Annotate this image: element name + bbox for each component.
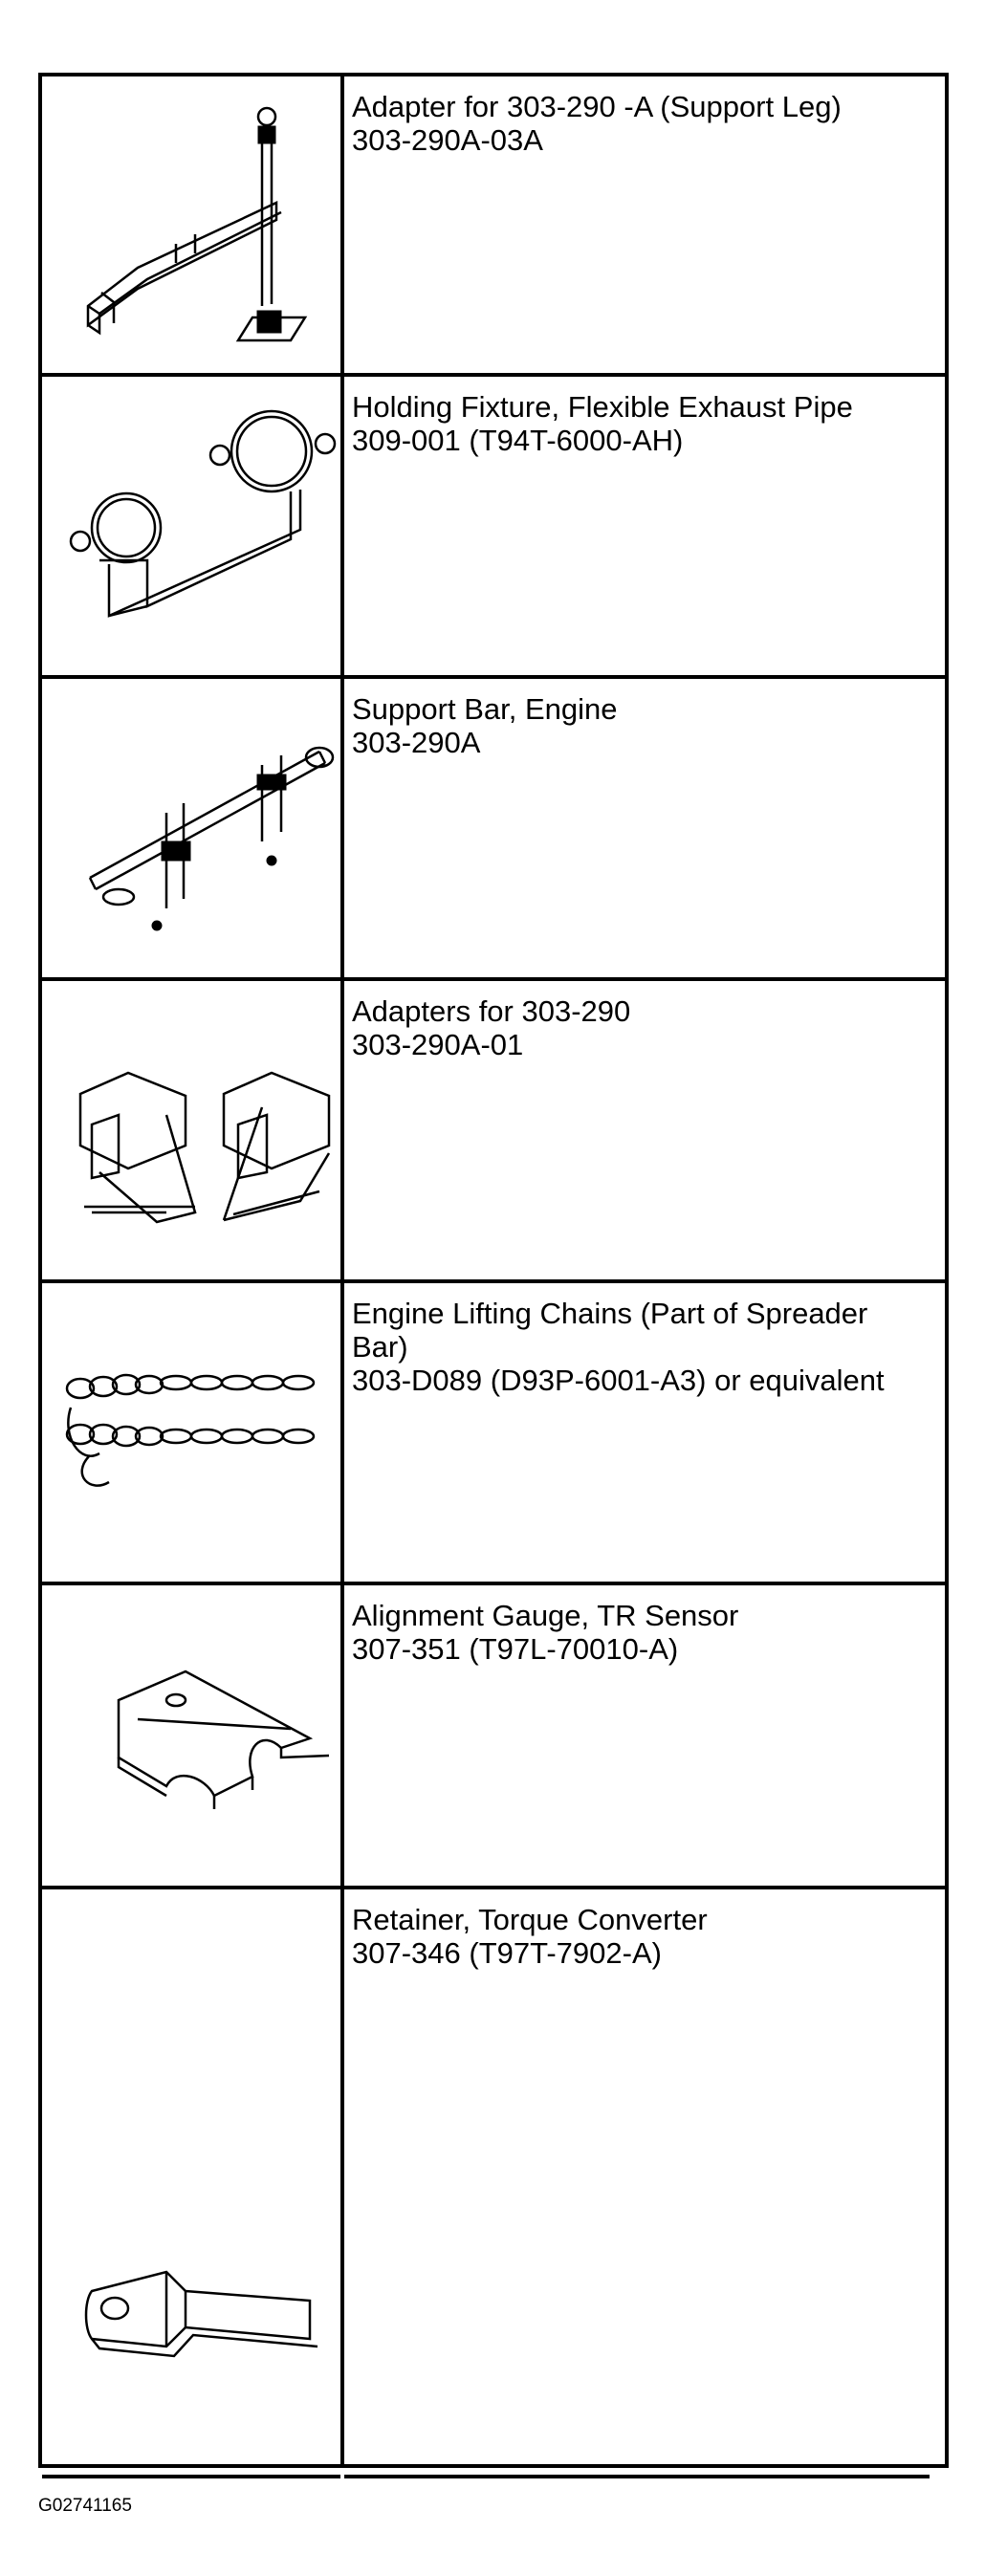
exhaust-pipe-fixture-icon	[42, 377, 340, 675]
table-row	[42, 76, 945, 377]
tool-title: Engine Lifting Chains (Part of Spreader Bar)	[352, 1297, 876, 1364]
table-row	[42, 1889, 945, 2464]
tool-number: 303-290A-01	[352, 1028, 524, 1061]
cell-divider	[42, 2475, 340, 2478]
tool-description	[352, 692, 931, 759]
figure-id: G02741165	[38, 2496, 132, 2516]
adapters-icon	[42, 981, 340, 1279]
tool-description	[352, 1599, 931, 1666]
table-row	[42, 981, 945, 1283]
tool-number: 303-290A-03A	[352, 123, 543, 157]
cell-divider	[344, 2475, 930, 2478]
tool-image-cell	[42, 981, 344, 1279]
special-tools-table	[38, 73, 949, 2468]
tool-image-cell	[42, 377, 344, 675]
support-leg-adapter-icon	[42, 76, 340, 373]
tool-title: Alignment Gauge, TR Sensor	[352, 1599, 739, 1632]
tool-number: 303-290A	[352, 726, 481, 759]
tool-number: 303-D089 (D93P-6001-A3) or equivalent	[352, 1364, 885, 1397]
tool-description	[352, 1903, 931, 1970]
table-row	[42, 1585, 945, 1889]
tool-description	[352, 90, 931, 157]
tool-title: Holding Fixture, Flexible Exhaust Pipe	[352, 390, 853, 424]
engine-support-bar-icon	[42, 679, 340, 977]
tool-title: Retainer, Torque Converter	[352, 1903, 708, 1936]
table-row	[42, 1283, 945, 1585]
tool-image-cell	[42, 1889, 344, 2464]
tool-image-cell	[42, 76, 344, 373]
tool-description	[352, 994, 931, 1061]
chain-links	[67, 1375, 314, 1446]
tool-description	[352, 390, 931, 457]
table-row	[42, 679, 945, 981]
tool-image-cell	[42, 1585, 344, 1886]
tool-image-cell	[42, 1283, 344, 1582]
tool-number: 307-346 (T97T-7902-A)	[352, 1936, 662, 1970]
tool-title: Support Bar, Engine	[352, 692, 618, 726]
tool-number: 309-001 (T94T-6000-AH)	[352, 424, 684, 457]
torque-converter-retainer-icon	[42, 1889, 340, 2464]
table-row	[42, 377, 945, 679]
alignment-gauge-icon	[42, 1585, 340, 1886]
tool-title: Adapters for 303-290	[352, 994, 631, 1028]
tool-image-cell	[42, 679, 344, 977]
lifting-chains-icon	[42, 1283, 340, 1582]
tool-number: 307-351 (T97L-70010-A)	[352, 1632, 679, 1666]
tool-description	[352, 1297, 931, 1397]
tool-title: Adapter for 303-290 -A (Support Leg)	[352, 90, 842, 123]
